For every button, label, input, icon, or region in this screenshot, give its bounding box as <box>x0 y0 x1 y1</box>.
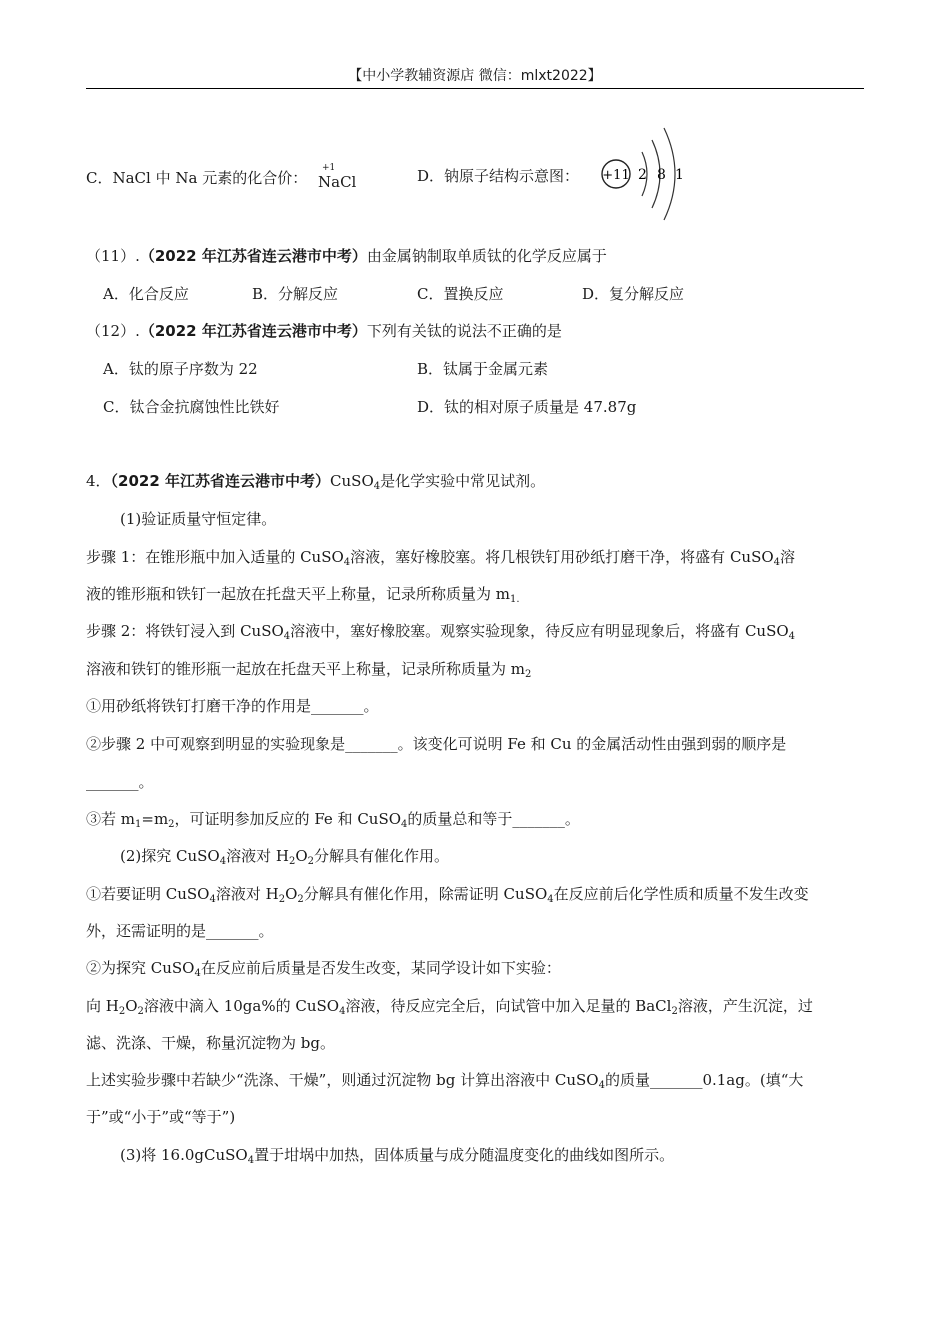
q11-option-d: D．复分解反应 <box>582 285 685 303</box>
shell-electrons-2: 8 <box>657 167 666 183</box>
page-header: 【中小学教辅资源店 微信：mlxt2022】 <box>348 68 602 84</box>
q10-option-c: C．NaCl 中 Na 元素的化合价： <box>86 169 308 187</box>
shell-electrons-3: 1 <box>675 167 684 183</box>
q11-stem: （11）.（2022 年江苏省连云港市中考）由金属钠制取单质钛的化学反应属于 <box>86 247 607 265</box>
q4-part3-heading: (3)将 16.0gCuSO$_4$置于坩埚中加热，固体质量与成分随温度变化的曲线如图所示。 <box>120 1146 675 1166</box>
nacl-valence-formula <box>318 163 378 193</box>
q10-option-d: D．钠原子结构示意图： <box>417 167 580 185</box>
q4-stem: 4．（2022 年江苏省连云港市中考）CuSO$_4$是化学实验中常见试剂。 <box>86 472 546 492</box>
q4-fill-question-line2: 于”或“小于”或“等于”) <box>86 1108 236 1126</box>
q11-option-c: C．置换反应 <box>417 285 504 303</box>
nacl-formula: NaCl <box>318 173 357 191</box>
q4-step2-line1: 步骤 2：将铁钉浸入到 CuSO$_4$溶液中，塞好橡胶塞。观察实验现象，待反应有明显现象后，将盛有 CuSO$_4$ <box>86 622 796 642</box>
q4-part2-heading: (2)探究 CuSO$_4$溶液对 $H_2O_2$分解具有催化作用。 <box>120 847 450 867</box>
q4-step1-line2: 液的锥形瓶和铁钉一起放在托盘天平上称量，记录所称质量为 $m_{1.}$ <box>86 585 520 605</box>
q12-stem: （12）.（2022 年江苏省连云港市中考）下列有关钛的说法不正确的是 <box>86 322 562 340</box>
nucleus-charge: +11 <box>602 168 630 183</box>
q4-fill-question-line1: 上述实验步骤中若缺少“洗涤、干燥”，则通过沉淀物 bg 计算出溶液中 CuSO$_4$的质量_______0.1ag。(填“大 <box>86 1071 804 1091</box>
q4-subq2-line2: _______。 <box>86 773 154 791</box>
q12-option-a: A．钛的原子序数为 22 <box>103 360 258 378</box>
sodium-atom-structure-diagram <box>594 118 694 230</box>
q11-option-b: B．分解反应 <box>252 285 339 303</box>
q12-option-d: D．钛的相对原子质量是 47.87g <box>417 398 637 416</box>
q4-part2-subq2: ②为探究 CuSO$_4$在反应前后质量是否发生改变，某同学设计如下实验： <box>86 959 561 979</box>
valence-mark: +1 <box>322 163 336 173</box>
q4-part2-subq1-line2: 外，还需证明的是_______。 <box>86 922 274 940</box>
q4-experiment-line2: 滤、洗涤、干燥，称量沉淀物为 bg。 <box>86 1034 335 1052</box>
q4-subq1: ①用砂纸将铁钉打磨干净的作用是_______。 <box>86 697 379 715</box>
q12-option-b: B．钛属于金属元素 <box>417 360 549 378</box>
q4-part1-heading: (1)验证质量守恒定律。 <box>120 510 277 528</box>
shell-electrons-1: 2 <box>638 167 647 183</box>
q4-step1-line1: 步骤 1：在锥形瓶中加入适量的 CuSO$_4$溶液，塞好橡胶塞。将几根铁钉用砂纸打磨干净，将盛有 CuSO$_4$溶 <box>86 548 796 568</box>
header-rule <box>86 88 864 89</box>
q4-subq3: ③若 $m_1=m_2$，可证明参加反应的 Fe 和 CuSO$_4$的质量总和等于_______。 <box>86 810 580 830</box>
q4-subq2-line1: ②步骤 2 中可观察到明显的实验现象是_______。该变化可说明 Fe 和 Cu 的金属活动性由强到弱的顺序是 <box>86 735 787 753</box>
q12-option-c: C．钛合金抗腐蚀性比铁好 <box>103 398 280 416</box>
q11-option-a: A．化合反应 <box>103 285 189 303</box>
q4-part2-subq1-line1: ①若要证明 CuSO$_4$溶液对 $H_2O_2$分解具有催化作用，除需证明 CuSO$_4$在反应前后化学性质和质量不发生改变 <box>86 885 809 905</box>
q4-experiment-line1: 向 $H_2O_2$溶液中滴入 10ga%的 CuSO$_4$溶液，待反应完全后，向试管中加入足量的 BaCl$_2$溶液，产生沉淀，过 <box>86 997 813 1017</box>
q4-step2-line2: 溶液和铁钉的锥形瓶一起放在托盘天平上称量，记录所称质量为 $m_2$ <box>86 660 532 680</box>
